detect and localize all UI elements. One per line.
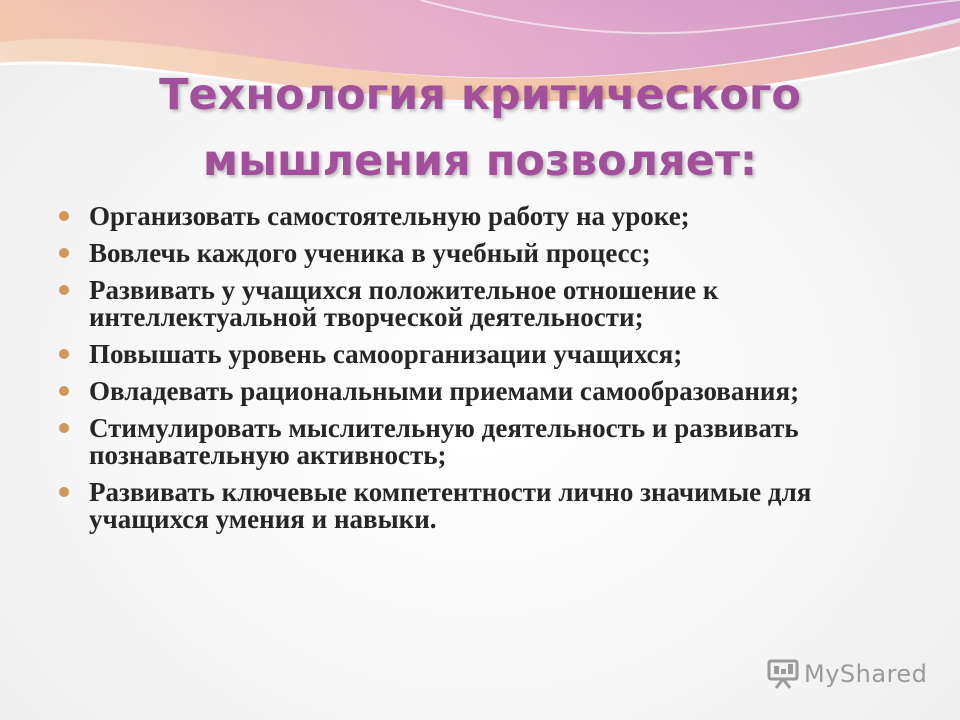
title-line-2: мышления позволяет: [202,136,758,186]
bullet-dot-icon [59,487,69,497]
bullet-dot-icon [59,386,69,396]
bullet-dot-icon [59,248,69,258]
title-line-1: Технология критического [159,70,801,120]
myshared-watermark[interactable] [766,656,927,692]
bullet-text: Стимулировать мыслительную деятельность и развивать познавательную активность; [89,413,799,470]
bullet-dot-icon [59,349,69,359]
bullet-list [56,203,916,543]
bullet-text: Вовлечь каждого ученика в учебный процесс; [89,238,651,268]
bullet-dot-icon [59,211,69,221]
slide-title [80,62,880,194]
bullet-item [56,415,916,469]
bullet-item [56,341,916,368]
bullet-item [56,479,916,533]
bullet-text: Овладевать рациональными приемами самообразования; [89,376,800,406]
bullet-text: Развивать ключевые компетентности лично значимые для учащихся умения и навыки. [89,477,812,534]
bullet-text: Развивать у учащихся положительное отношение к интеллектуальной творческой деятельности; [89,275,719,332]
presentation-board-icon [766,657,800,691]
bullet-item [56,378,916,405]
bullet-dot-icon [59,285,69,295]
bullet-item [56,240,916,267]
bullet-text: Организовать самостоятельную работу на уроке; [89,201,690,231]
bullet-text: Повышать уровень самоорганизации учащихся; [89,339,683,369]
bullet-item [56,203,916,230]
bullet-dot-icon [59,423,69,433]
bullet-item [56,277,916,331]
watermark-text: MyShared [804,660,928,688]
